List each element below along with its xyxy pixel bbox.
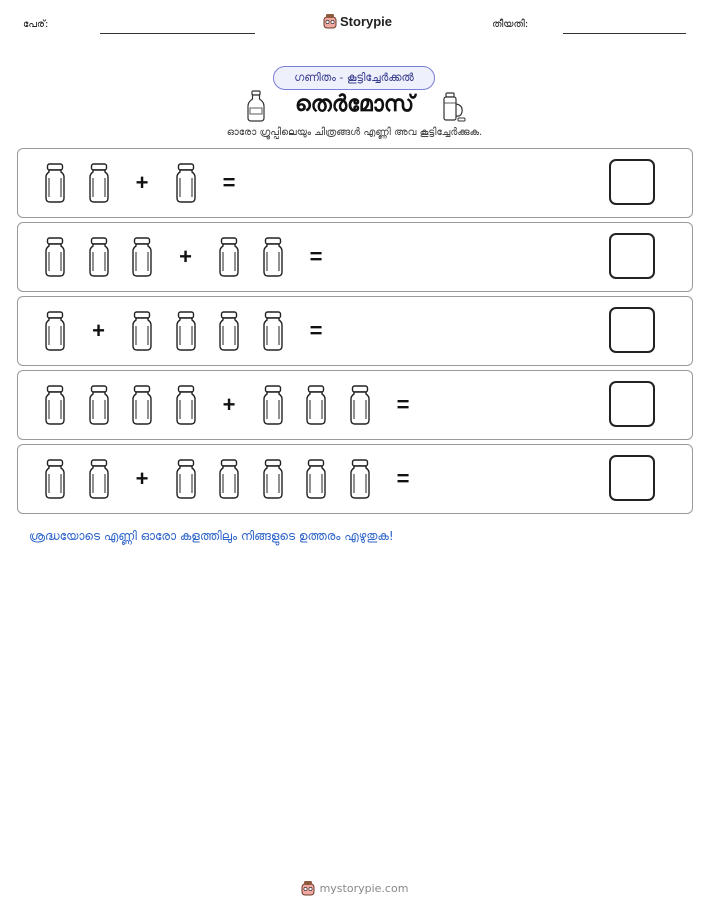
- plus-sign: +: [222, 392, 236, 417]
- subject-badge: [273, 66, 435, 90]
- thermos-bottle-icon: [256, 384, 290, 426]
- problem-row: [17, 222, 693, 292]
- problem-row: [17, 296, 693, 366]
- thermos-bottle-icon: [256, 236, 290, 278]
- thermos-bottle-icon: [125, 384, 159, 426]
- date-label: തീയതി:: [492, 19, 529, 30]
- answer-box[interactable]: [609, 159, 655, 205]
- thermos-bottle-icon: [125, 236, 159, 278]
- thermos-bottle-icon: [82, 162, 116, 204]
- thermos-bottle-icon: [125, 310, 159, 352]
- thermos-bottle-icon: [299, 384, 333, 426]
- thermos-bottle-icon: [38, 384, 72, 426]
- date-line: [563, 33, 686, 34]
- equals-sign: =: [396, 466, 410, 491]
- problem-row: [17, 370, 693, 440]
- answer-box[interactable]: [609, 233, 655, 279]
- name-label: പേര്:: [23, 19, 49, 30]
- problem-row: [17, 148, 693, 218]
- thermos-bottle-icon: [343, 384, 377, 426]
- equals-sign: =: [309, 244, 323, 269]
- page-title: തെർമോസ്: [295, 92, 414, 117]
- thermos-bottle-icon: [38, 162, 72, 204]
- equals-sign: =: [309, 318, 323, 343]
- thermos-flask-icon: [441, 92, 467, 122]
- plus-sign: +: [135, 170, 149, 195]
- problem-row: [17, 444, 693, 514]
- storypie-logo-icon: [323, 13, 337, 29]
- thermos-bottle-icon: [169, 310, 203, 352]
- problem-list: [17, 148, 693, 518]
- thermos-bottle-icon: [212, 310, 246, 352]
- problem-items: [38, 223, 343, 291]
- problem-items: [38, 297, 343, 365]
- thermos-bottle-icon: [343, 458, 377, 500]
- problem-items: [38, 371, 430, 439]
- thermos-bottle-icon: [82, 458, 116, 500]
- plus-sign: +: [135, 466, 149, 491]
- answer-box[interactable]: [609, 381, 655, 427]
- thermos-bottle-icon: [169, 384, 203, 426]
- thermos-bottle-icon: [212, 458, 246, 500]
- plus-sign: +: [179, 244, 192, 269]
- thermos-bottle-icon: [299, 458, 333, 500]
- thermos-bottle-icon: [38, 458, 72, 500]
- thermos-bottle-icon: [256, 458, 290, 500]
- site-url: mystorypie.com: [319, 881, 409, 895]
- problem-items: [38, 149, 256, 217]
- subject-text: ഗണിതം - കൂട്ടിച്ചേർക്കൽ: [294, 71, 414, 84]
- thermos-bottle-icon: [169, 162, 203, 204]
- footer-note: ശ്രദ്ധയോടെ എണ്ണി ഓരോ കളത്തിലും നിങ്ങളുടെ ഉത്തരം എഴുതുക!: [29, 529, 394, 543]
- problem-items: [38, 445, 430, 513]
- thermos-bottle-icon: [38, 310, 72, 352]
- title-row: [0, 90, 709, 124]
- thermos-bottle-icon: [38, 236, 72, 278]
- equals-sign: =: [396, 392, 410, 417]
- plus-sign: +: [92, 318, 105, 343]
- site-footer: [0, 880, 709, 896]
- answer-box[interactable]: [609, 307, 655, 353]
- name-line: [100, 33, 255, 34]
- thermos-bottle-icon: [212, 236, 246, 278]
- thermos-bottle-icon: [82, 384, 116, 426]
- instruction-text: ഓരോ ഗ്രൂപ്പിലെയും ചിത്രങ്ങൾ എണ്ണി അവ കൂട്ടിച്ചേർക്കുക.: [226, 127, 483, 138]
- equals-sign: =: [222, 170, 236, 195]
- brand-name: Storypie: [340, 13, 393, 29]
- thermos-bottle-icon: [82, 236, 116, 278]
- thermos-bottle-icon: [256, 310, 290, 352]
- brand-logo: [323, 13, 392, 29]
- answer-box[interactable]: [609, 455, 655, 501]
- storypie-logo-icon: [301, 880, 315, 896]
- thermos-bottle-icon: [169, 458, 203, 500]
